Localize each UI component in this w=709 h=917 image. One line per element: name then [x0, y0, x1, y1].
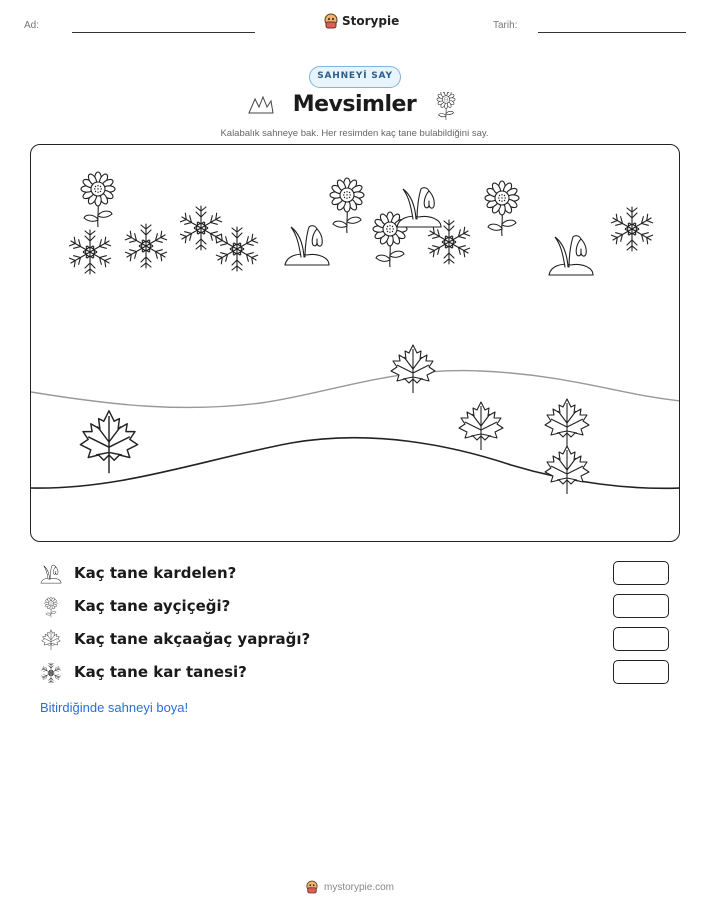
maple-leaf — [391, 345, 435, 393]
snowdrop — [549, 236, 593, 275]
back-hill-line — [31, 371, 680, 408]
snowflake — [610, 207, 653, 251]
question-text: Kaç tane akçaağaç yaprağı? — [74, 630, 311, 648]
maple-leaf — [545, 399, 589, 447]
question-text: Kaç tane kar tanesi? — [74, 663, 247, 681]
snowflake-icon — [40, 662, 62, 684]
snowflake — [215, 227, 258, 271]
snowdrop — [285, 226, 329, 265]
answer-box[interactable] — [613, 594, 669, 618]
sunflower — [330, 178, 364, 233]
maple-leaf — [545, 446, 589, 494]
snowflake — [124, 224, 167, 268]
brand-logo — [324, 13, 399, 29]
footer — [306, 880, 394, 894]
finish-instruction: Bitirdiğinde sahneyi boya! — [40, 700, 189, 715]
maple-leaf-icon — [40, 629, 62, 651]
date-line[interactable] — [538, 32, 686, 33]
brand-name: Storypie — [342, 14, 400, 28]
question-text: Kaç tane ayçiçeği? — [74, 597, 231, 615]
name-label: Ad: — [24, 20, 40, 31]
sunflower — [485, 181, 519, 236]
page-title: Mevsimler — [292, 92, 417, 117]
question-text: Kaç tane kardelen? — [74, 564, 237, 582]
storypie-mascot-icon — [324, 13, 338, 29]
answer-box[interactable] — [613, 561, 669, 585]
flower-icon — [434, 92, 458, 122]
snowflake — [179, 206, 222, 250]
footer-url: mystorypie.com — [324, 881, 395, 893]
snowflake — [68, 230, 111, 274]
sunflower-icon — [40, 596, 62, 618]
scene-illustration — [31, 145, 680, 542]
storypie-mascot-icon — [306, 880, 318, 894]
maple-leaf — [80, 411, 137, 473]
answer-box[interactable] — [613, 660, 669, 684]
snowdrop — [397, 188, 441, 227]
question-row — [40, 560, 670, 586]
snowdrop-icon — [40, 563, 62, 585]
name-line[interactable] — [72, 32, 255, 33]
answer-box[interactable] — [613, 627, 669, 651]
counting-scene — [30, 144, 680, 542]
instructions: Kalabalık sahneye bak. Her resimden kaç tane bulabildiğini say. — [220, 128, 489, 139]
question-row — [40, 626, 670, 652]
date-label: Tarih: — [493, 20, 518, 31]
question-row — [40, 593, 670, 619]
activity-badge: SAHNEYİ SAY — [309, 66, 401, 88]
question-row — [40, 659, 670, 685]
sunflower — [81, 172, 115, 227]
maple-leaf — [459, 402, 503, 450]
